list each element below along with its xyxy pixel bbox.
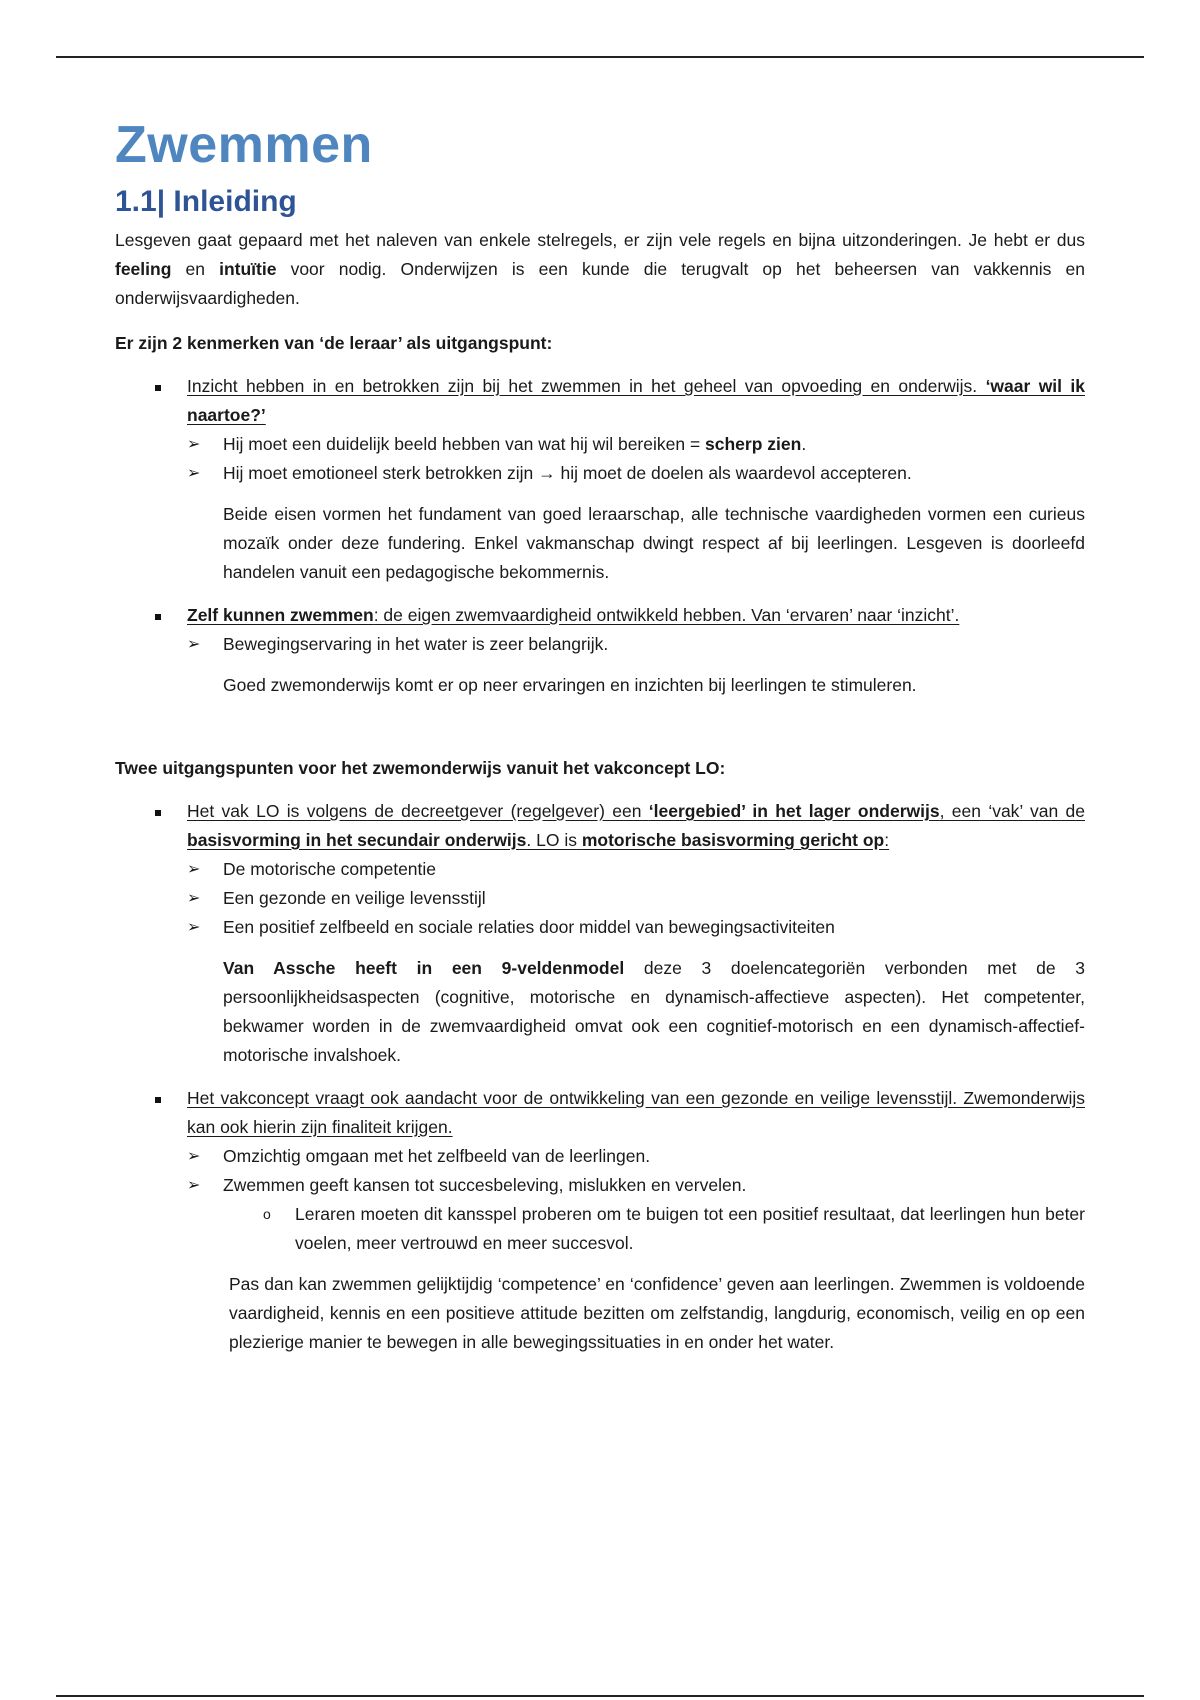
item3-t1: Het vak LO is volgens de decreetgever (regelgever) een	[187, 801, 649, 821]
item3-sub2-text: Een gezonde en veilige levensstijl	[223, 888, 486, 908]
top-rule	[56, 56, 1144, 58]
intro-bold-intuitie: intuïtie	[219, 259, 277, 279]
item2-paragraph: Goed zwemonderwijs komt er op neer ervaringen en inzichten bij leerlingen te stimuleren.	[223, 675, 917, 695]
item2-sublist	[151, 630, 1085, 659]
list-item	[187, 913, 1085, 942]
list-item	[187, 630, 1085, 659]
item2-sub1-text: Bewegingservaring in het water is zeer belangrijk.	[223, 634, 609, 654]
kenmerken-list-2	[115, 601, 1085, 630]
item3-text	[187, 797, 1085, 855]
item3-b3: motorische basisvorming gericht op	[581, 830, 885, 850]
item3-sub3-text: Een positief zelfbeeld en sociale relaties door middel van bewegingsactiviteiten	[223, 917, 835, 937]
item1-sub1-text: Hij moet een duidelijk beeld hebben van wat hij wil bereiken =	[223, 434, 706, 454]
bottom-rule	[56, 1695, 1144, 1697]
item3-para-text: deze 3 doelencategoriën verbonden met de 3 persoonlijkheidsaspecten (cognitive, motorische en dynamisch-affectieve aspecten). Het competenter, bekwamer worden in de zwemvaardigheid omvat ook een cognitief-motorisch en een dynamisch-affectief-motorische invalshoek.	[223, 958, 1085, 1065]
intro-paragraph	[115, 226, 1085, 313]
list-item	[187, 855, 1085, 884]
uitgangspunten-list	[115, 797, 1085, 855]
list-item	[187, 1142, 1085, 1171]
list-item	[187, 430, 1085, 459]
item3-para-bold: Van Assche heeft in een 9-veldenmodel	[223, 958, 625, 978]
item3-sublist	[151, 855, 1085, 942]
arrow-bullet-icon: ➢	[187, 919, 201, 936]
item3-b1: ‘leergebied’ in het lager onderwijs	[648, 801, 940, 821]
item3-b2: basisvorming in het secundair onderwijs	[187, 830, 527, 850]
item3-sub1-text: De motorische competentie	[223, 859, 437, 879]
item3-t3: . LO is	[526, 830, 582, 850]
list-item	[115, 797, 1085, 855]
list-item	[187, 459, 1085, 488]
document-title: Zwemmen	[115, 116, 373, 174]
intro-text-1: Lesgeven gaat gepaard met het naleven van enkele stelregels, er zijn vele regels en bijna uitzonderingen. Je hebt er dus	[115, 230, 1085, 250]
heading-uitgangspunten: Twee uitgangspunten voor het zwemonderwijs vanuit het vakconcept LO:	[115, 758, 726, 778]
item4-sublist	[151, 1142, 1085, 1200]
list-item	[115, 1084, 1085, 1142]
heading-kenmerken: Er zijn 2 kenmerken van ‘de leraar’ als uitgangspunt:	[115, 333, 553, 353]
list-item	[187, 1171, 1085, 1200]
item2-text	[187, 601, 1085, 630]
section-heading: 1.1| Inleiding	[115, 185, 297, 218]
item1-main: Inzicht hebben in en betrokken zijn bij het zwemmen in het geheel van opvoeding en onderwijs.	[187, 376, 986, 396]
item4-subsub-text: Leraren moeten dit kansspel proberen om te buigen tot een positief resultaat, dat leerlingen hun beter voelen, meer vertrouwd en meer succesvol.	[295, 1204, 1085, 1253]
document-page	[115, 110, 1085, 1357]
arrow-bullet-icon: ➢	[187, 890, 201, 907]
item4-paragraph: Pas dan kan zwemmen gelijktijdig ‘competence’ en ‘confidence’ geven aan leerlingen. Zwemmen is voldoende vaardigheid, kennis en een positieve attitude bezitten om zelfstandig, langdurig, economisch, veilig en op een plezierige manier te bewegen in alle bewegingssituaties in en onder het water.	[229, 1274, 1085, 1352]
item1-bold: ‘waar wil ik naartoe?’	[187, 376, 1086, 425]
circle-bullet-icon: o	[263, 1206, 271, 1222]
arrow-bullet-icon: ➢	[187, 861, 201, 878]
list-item	[115, 372, 1085, 430]
arrow-bullet-icon: ➢	[187, 465, 201, 482]
item4-text	[187, 1084, 1085, 1142]
item1-sub1-bold: scherp zien	[705, 434, 802, 454]
intro-bold-feeling: feeling	[115, 259, 172, 279]
arrow-bullet-icon: ➢	[187, 436, 201, 453]
intro-text-2: en	[171, 259, 220, 279]
item1-text	[187, 372, 1085, 430]
item1-sublist	[151, 430, 1085, 488]
list-item	[115, 601, 1085, 630]
uitgangspunten-list-2	[115, 1084, 1085, 1142]
item1-sub2-text: Hij moet emotioneel sterk betrokken zijn → hij moet de doelen als waardevol accepteren.	[223, 463, 912, 483]
kenmerken-list	[115, 372, 1085, 430]
arrow-bullet-icon: ➢	[187, 1177, 201, 1194]
item2-bold: Zelf kunnen zwemmen	[187, 605, 374, 625]
item4-sub1-text: Omzichtig omgaan met het zelfbeeld van de leerlingen.	[223, 1146, 651, 1166]
arrow-bullet-icon: ➢	[187, 1148, 201, 1165]
item2-main: : de eigen zwemvaardigheid ontwikkeld hebben. Van ‘ervaren’ naar ‘inzicht’.	[373, 605, 960, 625]
item1-sub1-end: .	[801, 434, 807, 454]
list-item	[187, 884, 1085, 913]
arrow-bullet-icon: ➢	[187, 636, 201, 653]
item4-main: Het vakconcept vraagt ook aandacht voor de ontwikkeling van een gezonde en veilige levensstijl. Zwemonderwijs kan ook hierin zijn finaliteit krijgen.	[187, 1088, 1085, 1137]
list-item	[259, 1200, 1085, 1258]
item3-t4: :	[884, 830, 890, 850]
item3-paragraph	[115, 954, 1085, 1070]
item4-subsublist	[223, 1200, 1085, 1258]
item4-sub2-text: Zwemmen geeft kansen tot succesbeleving, mislukken en vervelen.	[223, 1175, 747, 1195]
intro-text-3: voor nodig. Onderwijzen is een kunde die terugvalt op het beheersen van vakkennis en onderwijsvaardigheden.	[115, 259, 1085, 308]
item3-t2: , een ‘vak’ van de	[939, 801, 1085, 821]
item1-paragraph: Beide eisen vormen het fundament van goed leraarschap, alle technische vaardigheden vormen een curieus mozaïk onder deze fundering. Enkel vakmanschap dwingt respect af bij leerlingen. Lesgeven is doorleefd handelen vanuit een pedagogische bekommernis.	[223, 504, 1085, 582]
